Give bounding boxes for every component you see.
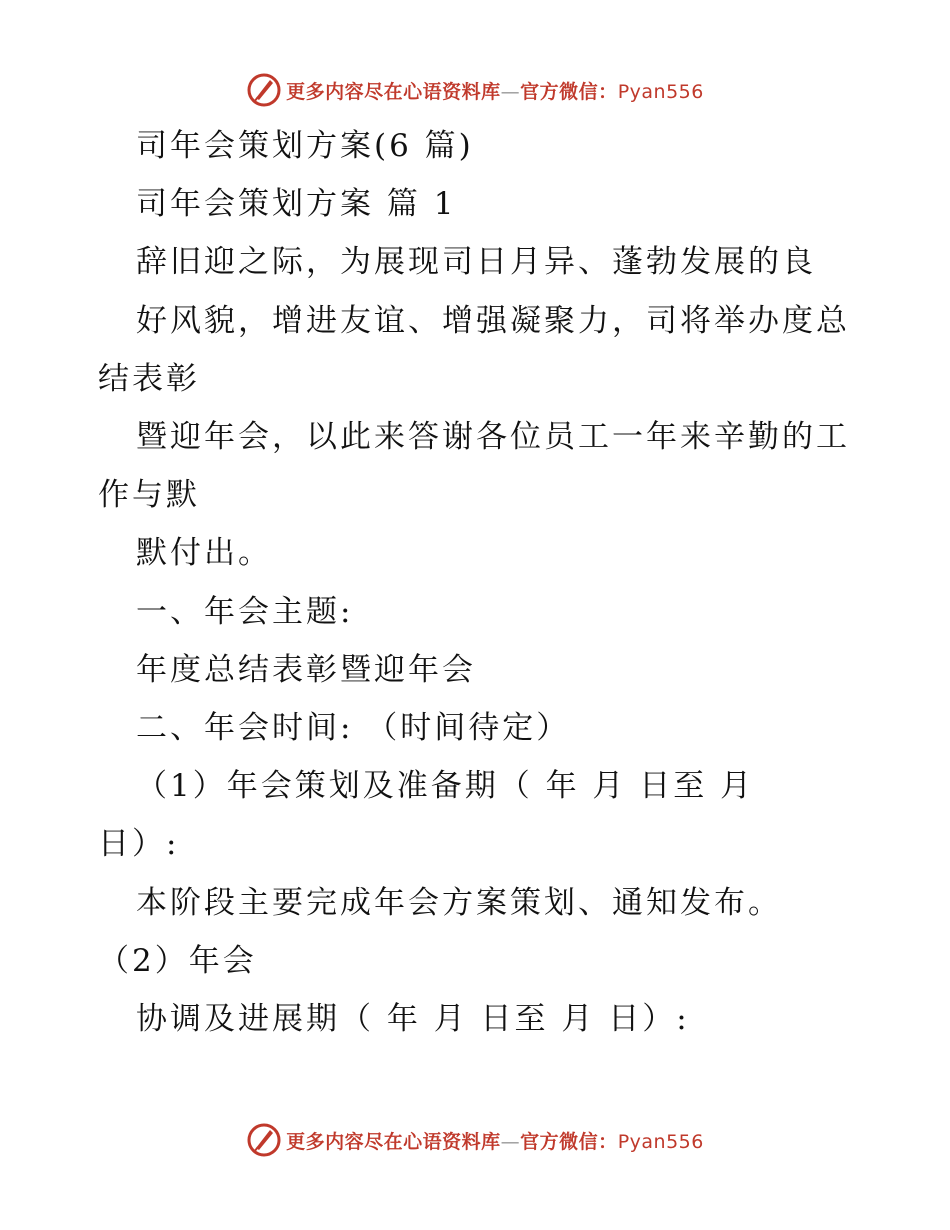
doc-line: 暨迎年会，以此来答谢各位员工一年来辛勤的工 xyxy=(136,419,850,455)
doc-subtitle: 司年会策划方案 篇 1 xyxy=(136,186,457,222)
watermark-text: 更多内容尽在心语资料库—官方微信：Pyan556 xyxy=(286,80,704,103)
doc-line: 协调及进展期（ 年 月 日至 月 日）: xyxy=(136,1001,690,1037)
footer-watermark xyxy=(0,1120,950,1160)
doc-title: 司年会策划方案(6 篇) xyxy=(136,128,474,164)
doc-line: 辞旧迎之际，为展现司日月异、蓬勃发展的良 xyxy=(136,244,816,280)
doc-line: 默付出。 xyxy=(136,535,272,571)
doc-line: 日）: xyxy=(98,826,180,862)
watermark-text: 更多内容尽在心语资料库—官方微信：Pyan556 xyxy=(286,1130,704,1153)
quill-logo-icon xyxy=(246,72,282,108)
header-watermark xyxy=(0,70,950,110)
doc-line: 作与默 xyxy=(98,477,200,513)
doc-line: 本阶段主要完成年会方案策划、通知发布。 xyxy=(136,885,782,921)
doc-line: （1）年会策划及准备期（ 年 月 日至 月 xyxy=(136,768,755,804)
doc-line: 结表彰 xyxy=(98,361,200,397)
doc-heading: 二、年会时间: （时间待定） xyxy=(136,710,571,746)
doc-line: 好风貌，增进友谊、增强凝聚力，司将举办度总 xyxy=(136,303,850,339)
doc-heading: 一、年会主题: xyxy=(136,594,354,630)
quill-logo-icon xyxy=(246,1122,282,1158)
doc-line: （2）年会 xyxy=(98,943,257,979)
doc-line: 年度总结表彰暨迎年会 xyxy=(136,652,476,688)
